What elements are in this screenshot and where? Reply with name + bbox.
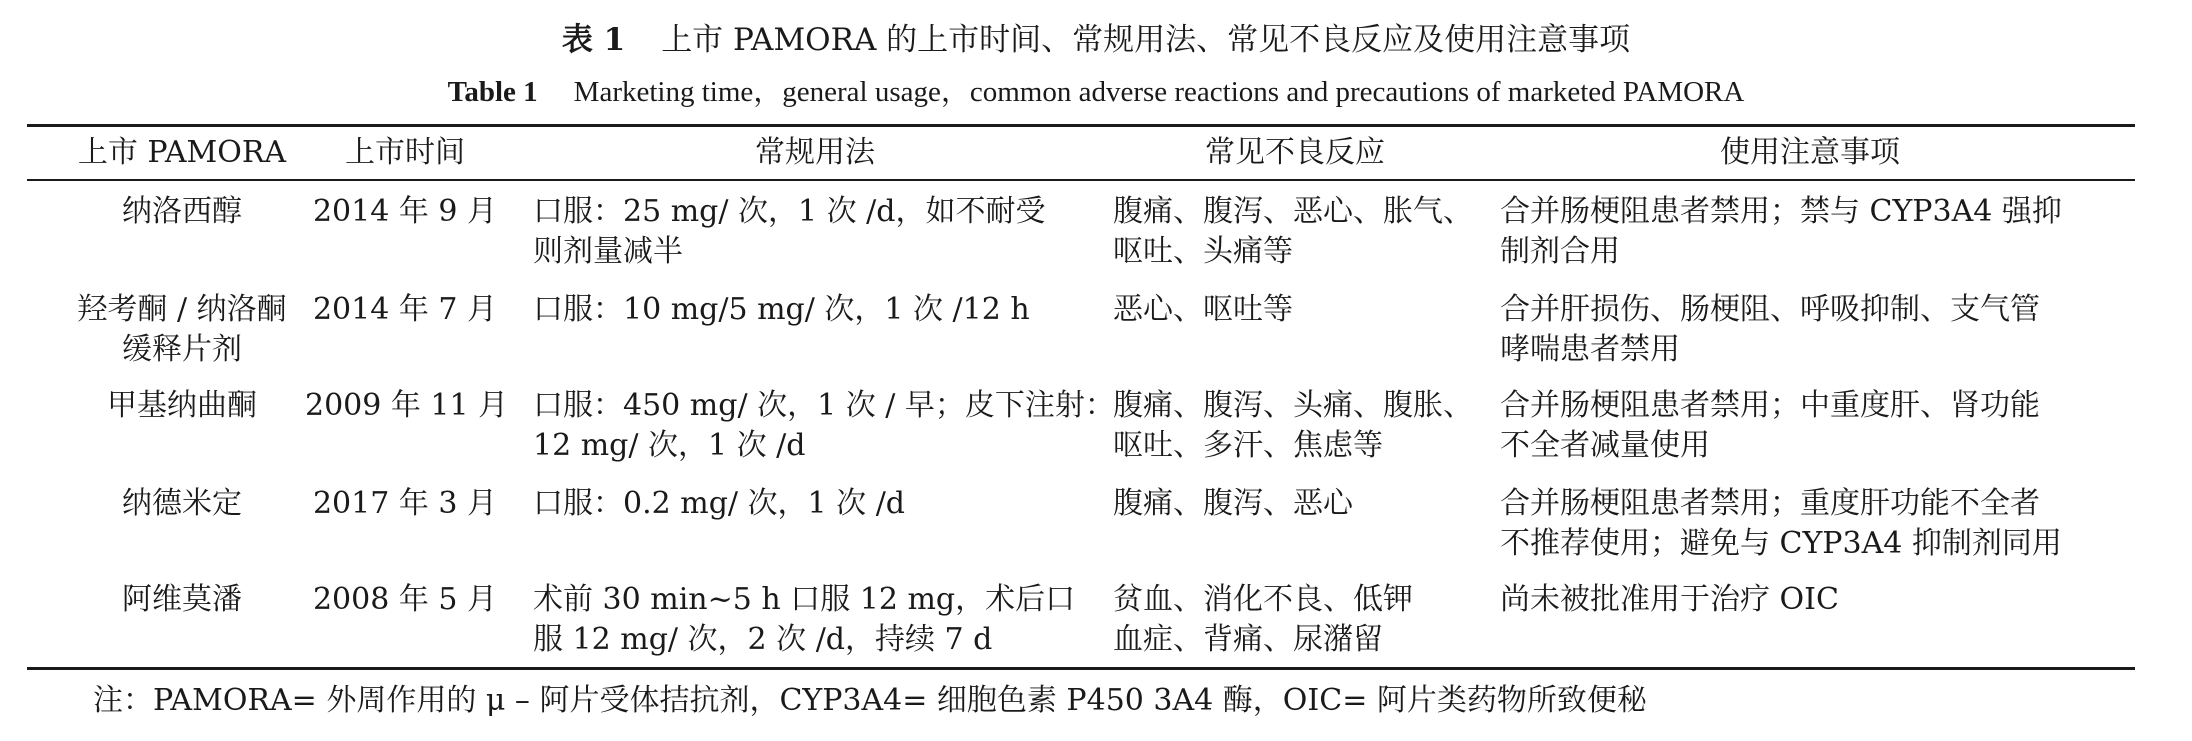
cell-adverse-line: 腹痛、腹泻、恶心、胀气、 (1113, 194, 1473, 229)
cell-time-line: 2009 年 11 月 (305, 388, 509, 423)
cell-precautions-line: 合并肝损伤、肠梗阻、呼吸抑制、支气管 (1500, 292, 2040, 327)
cell-drug-line: 羟考酮 / 纳洛酮 (77, 292, 287, 327)
table-title-cn (0, 18, 2192, 62)
cell-adverse-line: 呕吐、头痛等 (1113, 234, 1293, 269)
table-title-en-text: Marketing time，general usage，common adverse reactions and precautions of marketed PAMORA (573, 76, 1745, 108)
cell-usage (533, 386, 1115, 466)
cell-time (305, 580, 505, 620)
cell-usage-line: 口服：25 mg/ 次，1 次 /d，如不耐受 (533, 194, 1046, 229)
cell-time-line: 2017 年 3 月 (312, 486, 498, 521)
table-header-rule (27, 179, 2135, 181)
cell-usage-line: 服 12 mg/ 次，2 次 /d，持续 7 d (533, 622, 993, 657)
header-drug: 上市 PAMORA (77, 135, 287, 170)
cell-time (305, 386, 509, 426)
table-footnote: 注：PAMORA= 外周作用的 μ – 阿片受体拮抗剂，CYP3A4= 细胞色素 P450 3A4 酶，OIC= 阿片类药物所致便秘 (93, 683, 1647, 718)
cell-drug-line: 甲基纳曲酮 (107, 388, 257, 423)
cell-drug-line: 缓释片剂 (122, 332, 242, 367)
cell-usage (533, 192, 1103, 272)
cell-precautions-line: 合并肠梗阻患者禁用；禁与 CYP3A4 强抑 (1500, 194, 2062, 229)
cell-time (305, 192, 505, 232)
cell-adverse (1113, 192, 1493, 272)
cell-adverse (1113, 386, 1493, 466)
cell-precautions (1500, 484, 2140, 564)
cell-usage (533, 580, 1103, 660)
cell-precautions-line: 合并肠梗阻患者禁用；中重度肝、肾功能 (1500, 388, 2040, 423)
cell-time-line: 2008 年 5 月 (312, 582, 498, 617)
cell-drug (27, 192, 337, 232)
table-title-cn-text: 上市 PAMORA 的上市时间、常规用法、常见不良反应及使用注意事项 (661, 22, 1631, 58)
table-bottom-rule (27, 667, 2135, 670)
cell-precautions (1500, 386, 2140, 466)
cell-adverse-line: 恶心、呕吐等 (1113, 292, 1293, 327)
cell-adverse (1113, 290, 1493, 330)
cell-time-line: 2014 年 7 月 (312, 292, 498, 327)
cell-time (305, 484, 505, 524)
cell-drug (27, 290, 337, 370)
cell-adverse (1113, 484, 1493, 524)
cell-drug (27, 386, 337, 426)
cell-precautions-line: 制剂合用 (1500, 234, 1620, 269)
cell-adverse-line: 腹痛、腹泻、恶心 (1113, 486, 1353, 521)
cell-drug (27, 484, 337, 524)
table-label-en: Table 1 (447, 76, 538, 108)
cell-adverse-line: 贫血、消化不良、低钾 (1113, 582, 1413, 617)
cell-adverse (1113, 580, 1493, 660)
cell-time-line: 2014 年 9 月 (312, 194, 498, 229)
header-usage: 常规用法 (755, 135, 875, 170)
cell-adverse-line: 血症、背痛、尿潴留 (1113, 622, 1383, 657)
cell-usage-line: 口服：450 mg/ 次，1 次 / 早；皮下注射： (533, 388, 1115, 423)
cell-precautions-line: 不全者减量使用 (1500, 428, 1710, 463)
cell-precautions-line: 不推荐使用；避免与 CYP3A4 抑制剂同用 (1500, 526, 2062, 561)
cell-usage-line: 口服：10 mg/5 mg/ 次，1 次 /12 h (533, 292, 1030, 327)
table-label-cn: 表 1 (561, 22, 626, 58)
header-time: 上市时间 (345, 135, 465, 170)
table-top-rule (27, 124, 2135, 127)
cell-time (305, 290, 505, 330)
table-title-en (0, 72, 2192, 112)
cell-usage-line: 12 mg/ 次，1 次 /d (533, 428, 806, 463)
header-precautions: 使用注意事项 (1720, 135, 1900, 170)
cell-usage-line: 则剂量减半 (533, 234, 683, 269)
cell-usage-line: 口服：0.2 mg/ 次，1 次 /d (533, 486, 906, 521)
cell-usage-line: 术前 30 min~5 h 口服 12 mg，术后口 (533, 582, 1076, 617)
cell-precautions (1500, 192, 2140, 272)
cell-precautions (1500, 580, 2140, 620)
header-adverse: 常见不良反应 (1205, 135, 1385, 170)
cell-precautions-line: 哮喘患者禁用 (1500, 332, 1680, 367)
cell-drug-line: 纳洛西醇 (122, 194, 242, 229)
cell-usage (533, 484, 1103, 524)
cell-adverse-line: 呕吐、多汗、焦虑等 (1113, 428, 1383, 463)
cell-precautions-line: 尚未被批准用于治疗 OIC (1500, 582, 1839, 617)
cell-usage (533, 290, 1103, 330)
cell-adverse-line: 腹痛、腹泻、头痛、腹胀、 (1113, 388, 1473, 423)
cell-drug (27, 580, 337, 620)
cell-drug-line: 阿维莫潘 (122, 582, 242, 617)
cell-precautions (1500, 290, 2140, 370)
cell-precautions-line: 合并肠梗阻患者禁用；重度肝功能不全者 (1500, 486, 2040, 521)
cell-drug-line: 纳德米定 (122, 486, 242, 521)
